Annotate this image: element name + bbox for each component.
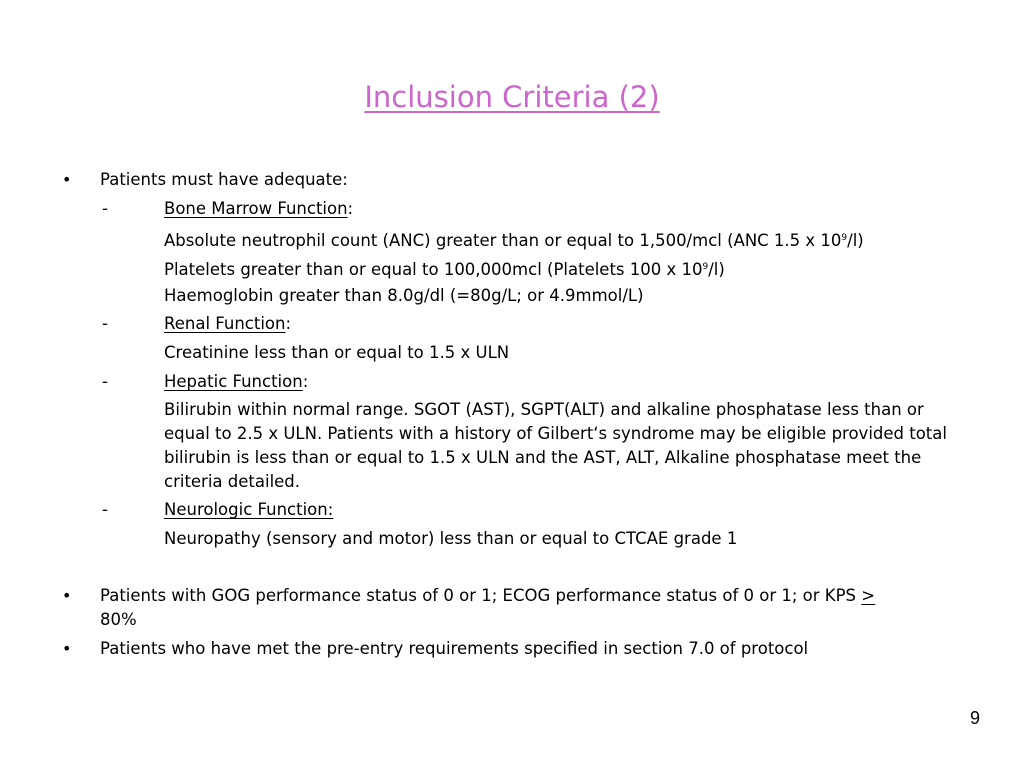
greater-equal-symbol: > (861, 586, 876, 605)
bullet-marker: • (62, 639, 72, 658)
sub-marker: - (102, 314, 108, 333)
bullet-text (100, 584, 875, 608)
section-heading-text: Bone Marrow Function (164, 199, 348, 218)
criterion-text-after: /l) (708, 260, 725, 279)
criterion-sup: 9 (841, 233, 848, 243)
section-heading-text: Renal Function (164, 314, 286, 333)
page-number: 9 (969, 708, 980, 728)
bullet-text-main: Patients with GOG performance status of 0 or 1; ECOG performance status of 0 or 1; or KPS (100, 586, 857, 605)
bullet-marker: • (62, 170, 72, 189)
criterion-text: Platelets greater than or equal to 100,000mcl (Platelets 100 x 10 (164, 260, 703, 279)
criterion-paragraph: Bilirubin within normal range. SGOT (AST), SGPT(ALT) and alkaline phosphatase less than or equal to 2.5 x ULN. Patients with a history of Gilbert‘s syndrome may be eligible provided total bilirubin is less than or equal to 1.5 x ULN and the AST, ALT, Alkaline phosphatase meet the criteria detailed. (164, 400, 947, 491)
criterion-line (164, 226, 864, 253)
criterion-text: Absolute neutrophil count (ANC) greater than or equal to 1,500/mcl (ANC 1.5 x 10 (164, 231, 842, 250)
section-heading (164, 312, 291, 336)
bullet-text-cont: 80% (100, 610, 137, 629)
slide-title: Inclusion Criteria (2) (364, 80, 660, 114)
section-heading-suffix: : (302, 372, 309, 391)
criterion-text-after: /l) (847, 231, 864, 250)
section-heading-text: Hepatic Function (164, 372, 303, 391)
sub-marker: - (102, 199, 108, 218)
criterion-line: Creatinine less than or equal to 1.5 x ULN (164, 343, 510, 362)
criterion-line (164, 255, 725, 282)
sub-marker: - (102, 372, 108, 391)
section-heading-suffix: : (285, 314, 292, 333)
section-heading-suffix: : (347, 199, 354, 218)
bullet-marker: • (62, 586, 72, 605)
section-heading: Neurologic Function: (164, 500, 334, 519)
section-heading (164, 370, 308, 394)
section-heading (164, 197, 353, 221)
criterion-sup: 9 (702, 262, 709, 272)
bullet-text: Patients must have adequate: (100, 170, 348, 189)
criterion-line: Haemoglobin greater than 8.0g/dl (=80g/L; or 4.9mmol/L) (164, 286, 644, 305)
bullet-text: Patients who have met the pre-entry requirements specified in section 7.0 of protocol (100, 639, 809, 658)
criterion-line: Neuropathy (sensory and motor) less than or equal to CTCAE grade 1 (164, 529, 738, 548)
sub-marker: - (102, 500, 108, 519)
